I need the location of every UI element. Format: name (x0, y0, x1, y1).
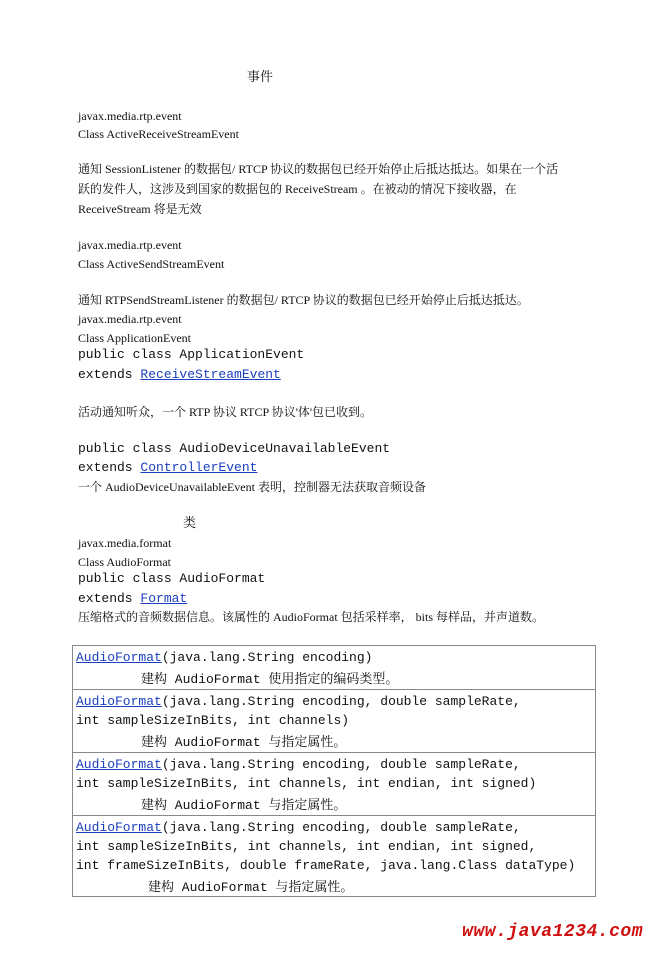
class-name: Class AudioFormat (78, 555, 172, 569)
class-name: Class ActiveSendStreamEvent (78, 257, 225, 271)
description: 通知 RTPSendStreamListener 的数据包/ RTCP 协议的数据包已经开始停止后抵达抵达。 (78, 293, 529, 307)
table-row (73, 815, 595, 897)
extends-keyword: extends (78, 591, 133, 606)
constructor-description: 建构 AudioFormat 与指定属性。 (141, 735, 347, 750)
constructor-link[interactable]: AudioFormat (76, 650, 162, 665)
constructor-params: (java.lang.String encoding, double sampleRate, (161, 820, 521, 835)
constructor-link[interactable]: AudioFormat (76, 694, 162, 709)
constructor-description: 建构 AudioFormat 与指定属性。 (141, 798, 347, 813)
constructor-signature-line (76, 819, 521, 837)
section-heading-events: 事件 (247, 69, 274, 84)
superclass-link[interactable]: ControllerEvent (140, 460, 258, 475)
class-declaration: public class AudioDeviceUnavailableEvent (78, 441, 391, 456)
constructor-params: (java.lang.String encoding, double sampleRate, (161, 757, 521, 772)
package-name: javax.media.rtp.event (78, 109, 182, 123)
superclass-link[interactable]: Format (140, 591, 188, 606)
constructor-link[interactable]: AudioFormat (76, 757, 162, 772)
description: 压缩格式的音频数据信息。该属性的 AudioFormat 包括采样率， bits 每样品，并声道数。 (78, 610, 545, 624)
description: 活动通知听众，一个 RTP 协议 RTCP 协议'体'包已收到。 (78, 405, 373, 419)
table-row (73, 752, 595, 816)
extends-line (78, 459, 257, 477)
constructor-signature-line (76, 649, 372, 667)
extends-keyword: extends (78, 460, 133, 475)
class-declaration: public class AudioFormat (78, 571, 266, 586)
constructor-params: (java.lang.String encoding) (161, 650, 373, 665)
constructor-signature-line (76, 693, 521, 711)
extends-line (78, 590, 187, 608)
package-name: javax.media.rtp.event (78, 238, 182, 252)
superclass-link[interactable]: ReceiveStreamEvent (140, 367, 281, 382)
description-line: 跃的发件人，这涉及到国家的数据包的 ReceiveStream 。在被动的情况下接收器，在 (78, 182, 517, 196)
constructor-signature-line (76, 756, 521, 774)
constructor-description: 建构 AudioFormat 使用指定的编码类型。 (141, 672, 399, 687)
extends-line (78, 366, 281, 384)
section-heading-classes: 类 (183, 515, 197, 530)
constructor-description: 建构 AudioFormat 与指定属性。 (148, 880, 354, 895)
constructor-params: (java.lang.String encoding, double sampleRate, (161, 694, 521, 709)
extends-keyword: extends (78, 367, 133, 382)
watermark: www.java1234.com (462, 922, 643, 942)
class-name: Class ApplicationEvent (78, 331, 191, 345)
constructor-summary-table (72, 645, 596, 897)
constructor-params: int sampleSizeInBits, int channels) (76, 713, 350, 728)
constructor-link[interactable]: AudioFormat (76, 820, 162, 835)
description: 一个 AudioDeviceUnavailableEvent 表明，控制器无法获取音频设备 (78, 480, 426, 494)
class-declaration: public class ApplicationEvent (78, 347, 305, 362)
class-name: Class ActiveReceiveStreamEvent (78, 127, 239, 141)
constructor-params: int sampleSizeInBits, int channels, int endian, int signed) (76, 776, 537, 791)
constructor-params: int sampleSizeInBits, int channels, int endian, int signed, (76, 839, 537, 854)
package-name: javax.media.rtp.event (78, 312, 182, 326)
description-line: 通知 SessionListener 的数据包/ RTCP 协议的数据包已经开始停止后抵达抵达。如果在一个活 (78, 162, 559, 176)
description-line: ReceiveStream 将是无效 (78, 202, 202, 216)
constructor-params: int frameSizeInBits, double frameRate, java.lang.Class dataType) (76, 858, 576, 873)
package-name: javax.media.format (78, 536, 172, 550)
table-row (73, 646, 595, 689)
table-row (73, 689, 595, 753)
